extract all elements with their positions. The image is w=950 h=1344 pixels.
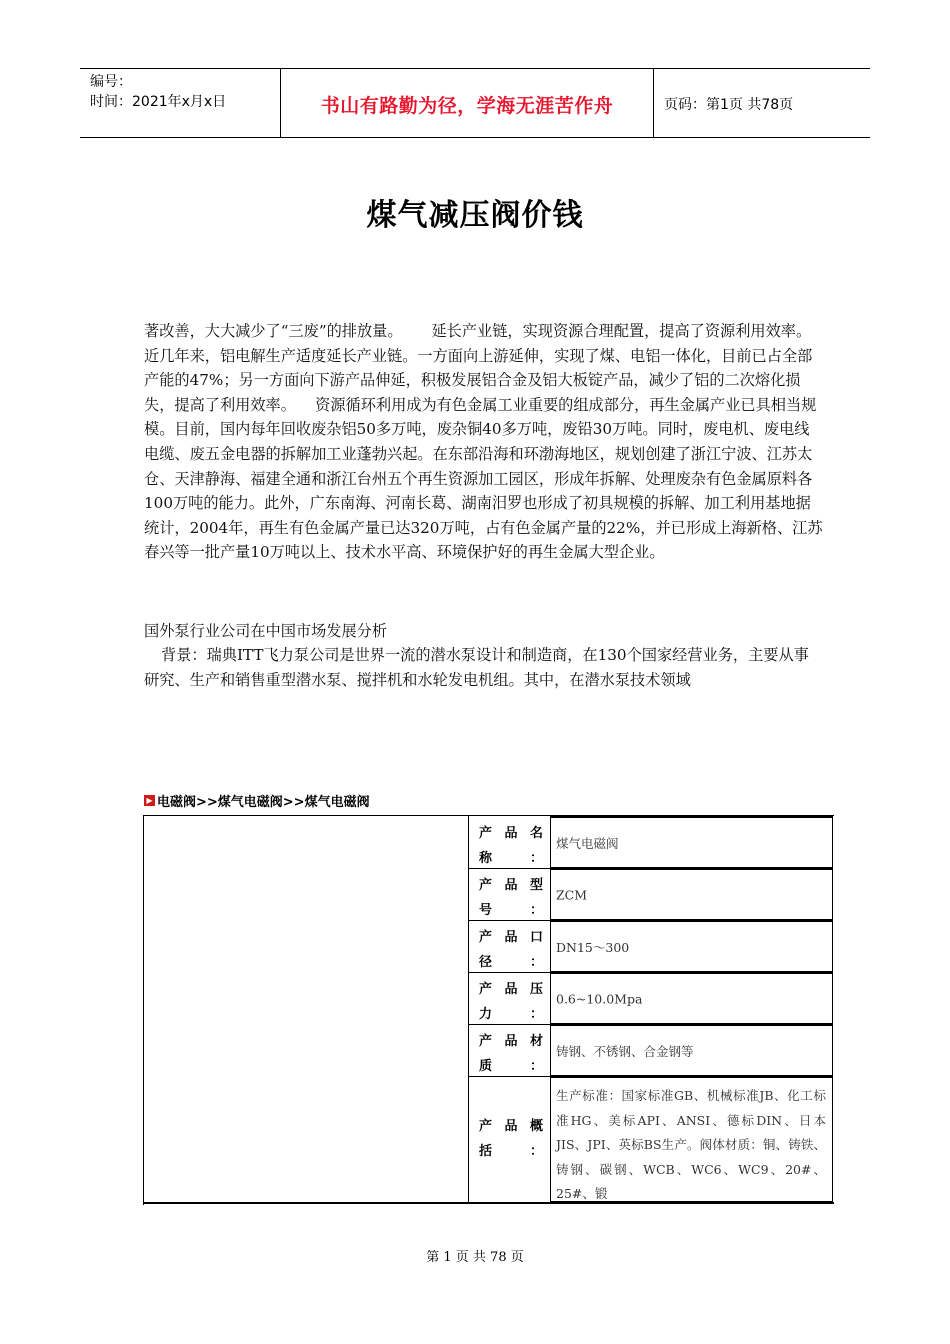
row-value: 生产标准：国家标准GB、机械标准JB、化工标准HG、美标API、ANSI、德标DIN、日本JIS、JPI、英标BS生产。阀体材质：铜、铸铁、铸钢、碳钢、WCB、WC6、WC9、20#、25#、锻 [556,1088,826,1201]
product-row-summary [469,1076,834,1202]
body-paragraph-3 [144,643,824,692]
row-label-cell [469,1076,551,1203]
breadcrumb-arrow-icon: ▶ [144,795,155,806]
page-title: 煤气减压阀价钱 [366,198,584,233]
paragraph-text: 背景：瑞典ITT飞力泵公司是世界一流的潜水泵设计和制造商，在130个国家经营业务，主要从事研究、生产和销售重型潜水泵、搅拌机和水轮发电机组。其中，在潜水泵技术领域 [144,646,809,689]
header-motto-cell [281,69,654,137]
row-label-cell [469,920,551,973]
document-number: 编号： [90,74,132,90]
product-table [143,815,834,1205]
row-value-cell [551,1024,833,1076]
header-meta-cell [80,69,281,137]
product-row-model [469,868,834,920]
row-label-cell [469,816,551,869]
page-footer: 第 1 页 共 78 页 [426,1250,524,1265]
body-paragraph-1 [144,319,824,565]
product-row-name [469,816,834,868]
row-label: 产品口径： [479,930,543,970]
header-motto: 书山有路勤为径，学海无涯苦作舟 [320,95,614,117]
paragraph-text: 著改善，大大减少了“三废”的排放量。 延长产业链，实现资源合理配置，提高了资源利用效率。近几年来，铝电解生产适度延长产业链。一方面向上游延伸，实现了煤、电铝一体化，目前已占全部产能的47%；另一方面向下游产品伸延，积极发展铝合金及铝大板锭产品，减少了铝的二次熔化损失，提高了利用效率。 资源循环利用成为有色金属工业重要的组成部分，再生金属产业已具相当规模。目前，国内每年回收废杂铝50多万吨，废杂铜40多万吨，废铅30万吨。同时，废电机、废电线电缆、废五金电器的拆解加工业蓬勃兴起。在东部沿海和环渤海地区，规划创建了浙江宁波、江苏太仓、天津静海、福建全通和浙江台州五个再生资源加工园区，形成年拆解、处理废杂有色金属原料各100万吨的能力。此外，广东南海、河南长葛、湖南汨罗也形成了初具规模的拆解、加工利用基地据统计，2004年，再生有色金属产量已达320万吨，占有色金属产量的22%，并已形成上海新格、江苏春兴等一批产量10万吨以上、技术水平高、环境保护好的再生金属大型企业。 [144,322,823,562]
row-label-cell [469,1024,551,1077]
document-date: 时间：2021年x月x日 [90,94,227,110]
breadcrumb-text[interactable]: 电磁阀>>煤气电磁阀>>煤气电磁阀 [157,795,370,810]
row-label: 产品概括： [479,1119,543,1159]
row-label-cell [469,972,551,1025]
product-row-material [469,1024,834,1076]
row-value: 0.6~10.0Mpa [556,991,643,1006]
row-label: 产品名称： [479,826,543,866]
row-value-cell [551,816,833,868]
row-value-cell [551,920,833,972]
paragraph-text: 国外泵行业公司在中国市场发展分析 [144,622,387,640]
header-page-info: 页码：第1页 共78页 [664,97,794,113]
row-value: ZCM [556,887,588,902]
row-label: 产品压力： [479,982,543,1022]
product-image-cell [144,816,469,1202]
table-bottom-border [143,1202,834,1204]
row-label: 产品材质： [479,1034,543,1074]
row-value: DN15～300 [556,939,630,955]
header-page-cell [654,69,870,137]
breadcrumb[interactable] [144,791,370,810]
body-paragraph-2 [144,619,824,644]
product-row-pressure [469,972,834,1024]
product-row-caliber [469,920,834,972]
row-value: 煤气电磁阀 [556,835,619,851]
document-header [80,68,870,138]
row-value-cell [551,868,833,920]
row-value-cell [551,1076,833,1202]
row-label-cell [469,868,551,921]
row-label: 产品型号： [479,878,543,918]
row-value: 铸钢、不锈钢、合金钢等 [556,1043,694,1059]
row-value-cell [551,972,833,1024]
